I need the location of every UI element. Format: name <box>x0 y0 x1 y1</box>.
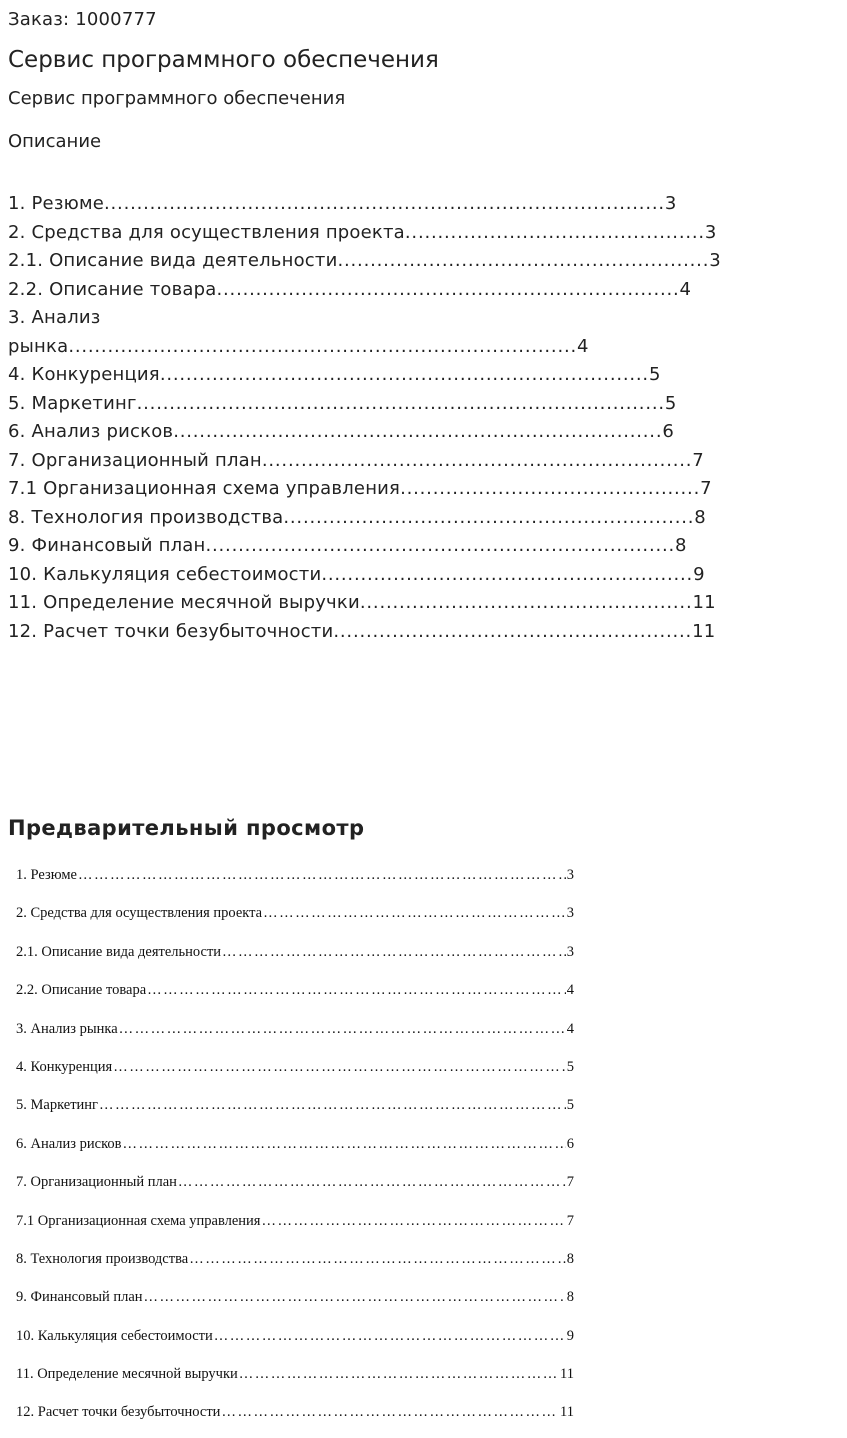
preview-item-page: 5 <box>566 1097 574 1114</box>
preview-item-title: 8. Технология производства <box>16 1250 189 1267</box>
preview-item-leader <box>99 1092 566 1118</box>
toc-item-title: 5. Маркетинг <box>8 392 137 414</box>
toc-item-page: 8 <box>675 535 687 556</box>
preview-item-page: 8 <box>566 1289 574 1306</box>
preview-item-leader <box>222 939 566 965</box>
toc-item-page: 3 <box>709 250 721 271</box>
preview-toc-item <box>16 900 574 938</box>
preview-item-page: 3 <box>566 905 574 922</box>
preview-item-leader <box>261 1208 565 1234</box>
page-subtitle: Сервис программного обеспечения <box>8 88 346 109</box>
preview-toc-item <box>16 1169 574 1207</box>
preview-item-leader <box>263 900 566 926</box>
toc-item-title: 2.2. Описание товара <box>8 278 217 300</box>
description-label: Описание <box>8 131 102 152</box>
toc-item-title: 4. Конкуренция <box>8 364 160 385</box>
order-number: Заказ: 1000777 <box>8 9 157 30</box>
toc-item-page: 11 <box>692 620 716 642</box>
preview-toc-item <box>16 939 574 977</box>
toc-item-leader: .............................................................................. <box>68 335 578 357</box>
preview-item-page: 3 <box>566 943 574 960</box>
toc-item <box>8 361 721 390</box>
preview-item-title: 4. Конкуренция <box>16 1058 113 1075</box>
preview-item-title: 5. Маркетинг <box>16 1097 99 1114</box>
preview-item-title: 1. Резюме <box>16 867 77 883</box>
preview-toc-item <box>16 1054 574 1092</box>
toc-item-title: 2.1. Описание вида деятельности <box>8 250 338 271</box>
toc-item-leader: ...................................................................................... <box>104 193 665 214</box>
preview-item-page: 11 <box>560 1366 574 1383</box>
toc-item-page: 3 <box>704 221 717 243</box>
toc-item-page: 11 <box>692 592 716 613</box>
toc-item <box>8 219 721 248</box>
preview-item-page: 7 <box>566 1174 574 1191</box>
preview-item-page: 4 <box>566 982 574 999</box>
preview-item-page: 3 <box>566 867 574 883</box>
toc-item-leader: ......................................................... <box>321 563 694 585</box>
toc-item-page: 5 <box>648 364 661 385</box>
toc-item-page: 5 <box>664 392 677 414</box>
toc-item-leader: ........................................................................ <box>205 535 676 556</box>
preview-item-page: 8 <box>566 1250 574 1267</box>
toc-item-page: 7 <box>692 449 704 471</box>
preview-item-leader <box>78 862 566 888</box>
toc-item-page: 4 <box>679 278 692 300</box>
toc-item-title: 7.1 Организационная схема управления <box>8 478 401 499</box>
toc-item-page: 6 <box>662 421 675 442</box>
preview-item-page: 9 <box>566 1327 574 1344</box>
preview-item-leader <box>123 1131 566 1157</box>
preview-item-title: 6. Анализ рисков <box>16 1135 122 1152</box>
preview-item-title: 2.2. Описание товара <box>16 982 147 999</box>
preview-item-leader <box>178 1169 566 1195</box>
preview-toc-item <box>16 1208 574 1246</box>
toc-item-page: 8 <box>694 506 706 528</box>
toc-item-page: 4 <box>577 335 589 357</box>
toc-item <box>8 418 721 447</box>
toc-item-leader: .................................................................. <box>261 449 693 471</box>
toc-item <box>8 475 721 504</box>
preview-item-leader <box>147 977 566 1003</box>
preview-item-page: 11 <box>560 1404 574 1421</box>
toc-item-page: 3 <box>664 193 677 214</box>
toc-item-title: 7. Организационный план <box>8 449 262 471</box>
preview-item-title: 12. Расчет точки безубыточности <box>16 1404 221 1421</box>
preview-item-leader <box>113 1054 566 1080</box>
preview-item-page: 7 <box>566 1212 574 1229</box>
preview-toc-item <box>16 1399 574 1437</box>
toc-item <box>8 190 721 219</box>
preview-item-title: 10. Калькуляция себестоимости <box>16 1327 213 1344</box>
toc-item-title: 6. Анализ рисков <box>8 421 174 442</box>
preview-item-page: 5 <box>566 1058 574 1075</box>
toc-item-leader: .............................................. <box>404 221 705 243</box>
table-of-contents <box>8 190 721 646</box>
preview-toc-item <box>16 1246 574 1284</box>
preview-toc-item <box>16 1092 574 1130</box>
toc-item-title: 3. Анализ <box>8 307 101 328</box>
toc-item <box>8 532 721 561</box>
preview-item-leader <box>221 1399 559 1425</box>
toc-item-leader: ................................................................................. <box>136 392 665 414</box>
toc-item <box>8 390 721 419</box>
toc-item-title: рынка <box>8 335 69 357</box>
preview-item-page: 6 <box>566 1135 574 1152</box>
preview-item-title: 2.1. Описание вида деятельности <box>16 943 222 960</box>
toc-item <box>8 276 721 305</box>
toc-item <box>8 247 721 276</box>
toc-item-leader: .............................................. <box>400 478 701 499</box>
toc-item <box>8 618 721 647</box>
preview-toc-item <box>16 1284 574 1322</box>
toc-item-title: 2. Средства для осуществления проекта <box>8 221 405 243</box>
preview-item-title: 7.1 Организационная схема управления <box>16 1212 261 1229</box>
preview-toc-item <box>16 1131 574 1169</box>
toc-item-leader: ................................................... <box>359 592 693 613</box>
toc-item-leader: ......................................................... <box>337 250 710 271</box>
preview-toc-item <box>16 862 574 900</box>
preview-item-leader <box>144 1284 566 1310</box>
toc-item-leader: ....................................................... <box>333 620 693 642</box>
preview-toc-item <box>16 977 574 1015</box>
preview-heading: Предварительный просмотр <box>8 816 365 840</box>
preview-toc-item <box>16 1361 574 1399</box>
preview-toc-item <box>16 1323 574 1361</box>
preview-item-leader <box>119 1016 566 1042</box>
page-title: Сервис программного обеспечения <box>8 47 439 73</box>
toc-item-title: 10. Калькуляция себестоимости <box>8 563 322 585</box>
toc-item-title: 12. Расчет точки безубыточности <box>8 620 334 642</box>
preview-item-title: 9. Финансовый план <box>16 1289 143 1306</box>
toc-item <box>8 447 721 476</box>
toc-item-title: 11. Определение месячной выручки <box>8 592 360 613</box>
toc-item-page: 9 <box>693 563 705 585</box>
preview-item-title: 7. Организационный план <box>16 1174 177 1191</box>
preview-item-title: 2. Средства для осуществления проекта <box>16 905 263 922</box>
toc-item-leader: ........................................................................... <box>159 364 649 385</box>
preview-table-of-contents <box>16 862 574 1438</box>
toc-item <box>8 589 721 618</box>
toc-item <box>8 561 721 590</box>
toc-item <box>8 504 721 533</box>
toc-item <box>8 333 721 362</box>
toc-item-title: 8. Технология производства <box>8 506 284 528</box>
preview-toc-item <box>16 1016 574 1054</box>
toc-item-leader: ............................................................... <box>283 506 695 528</box>
preview-item-leader <box>214 1323 566 1349</box>
preview-item-title: 3. Анализ рынка <box>16 1020 118 1037</box>
preview-item-title: 11. Определение месячной выручки <box>16 1366 238 1383</box>
toc-item-leader: ........................................................................... <box>173 421 663 442</box>
preview-item-leader <box>189 1246 566 1272</box>
preview-item-leader <box>239 1361 559 1387</box>
toc-item-page: 7 <box>700 478 712 499</box>
toc-item-leader: ....................................................................... <box>216 278 680 300</box>
toc-item <box>8 304 721 333</box>
toc-item-title: 1. Резюме <box>8 193 105 214</box>
preview-item-page: 4 <box>566 1020 574 1037</box>
toc-item-title: 9. Финансовый план <box>8 535 206 556</box>
